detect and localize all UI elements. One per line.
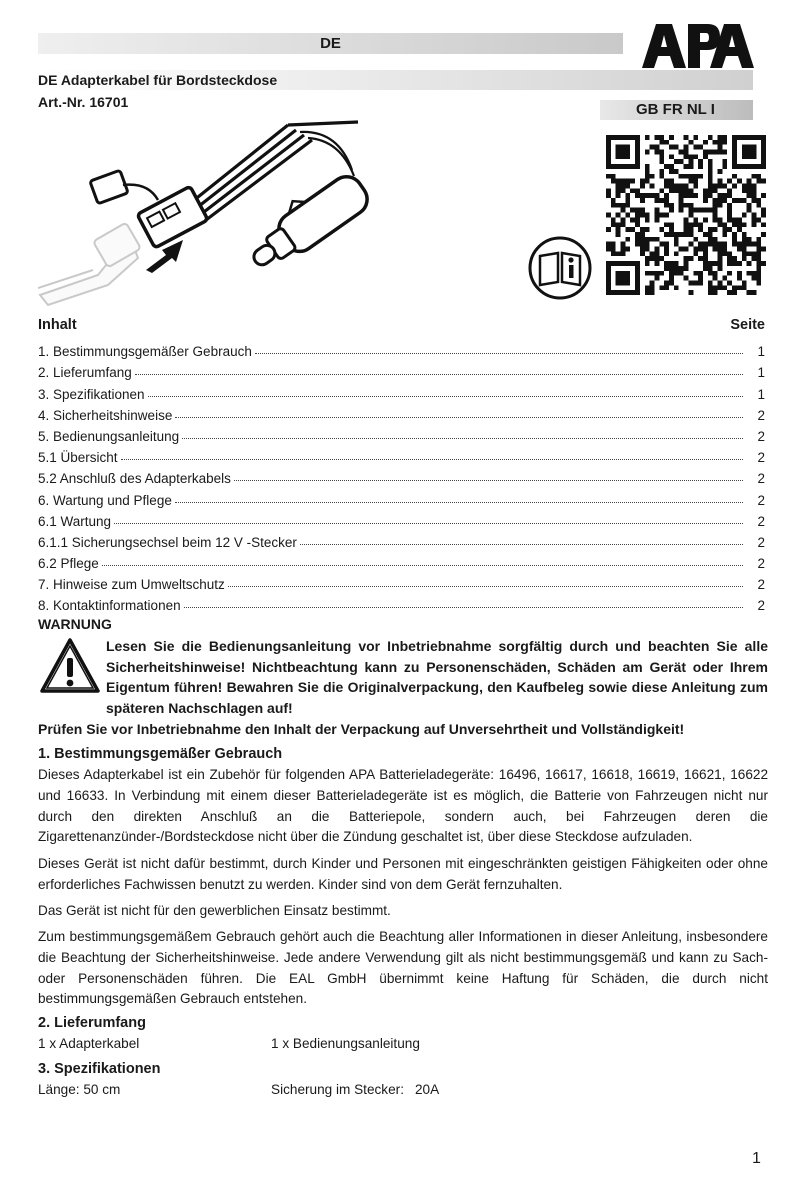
spec-fuse-value: 20A (415, 1082, 440, 1097)
toc-item (38, 529, 765, 550)
article-number: Art.-Nr. 16701 (38, 94, 129, 110)
toc-leader-dots (255, 353, 743, 354)
toc-item (38, 359, 765, 380)
toc-leader-dots (175, 417, 743, 418)
section-1-paragraph-4: Zum bestimmungsgemäßem Gebrauch gehört auch die Beachtung aller Informationen in dieser Anleitung, insbesondere die Beachtung der Sicherheitshinweise. Jede andere Verwendung gilt als nicht bestimmungsgemäß und kann zu Sach- oder Personenschäden führen. Die EAL GmbH übernimmt keine Haftung für Schäden, die durch nicht bestimmungsgemäßen Gebrauch entstehen. (38, 929, 768, 1007)
section-1-title: 1. Bestimmungsgemäßer Gebrauch (38, 746, 283, 762)
toc-item-page: 2 (757, 407, 765, 423)
toc-item-page: 2 (757, 428, 765, 444)
toc-item (38, 571, 765, 592)
toc-item-label: 3. Spezifikationen (38, 386, 145, 402)
other-languages-band (600, 100, 753, 120)
toc-item (38, 550, 765, 571)
toc-item-label: 6. Wartung und Pflege (38, 492, 172, 508)
toc-item-label: 5.2 Anschluß des Adapterkabels (38, 471, 231, 487)
document-title: DE Adapterkabel für Bordsteckdose (38, 72, 278, 88)
toc-item-page: 2 (757, 450, 765, 466)
read-manual-icon (528, 236, 592, 300)
toc-item (38, 380, 765, 401)
delivery-item-cable: 1 x Adapterkabel (38, 1036, 140, 1051)
toc-leader-dots (182, 438, 743, 439)
toc-leader-dots (135, 374, 743, 375)
toc-item-page: 2 (757, 513, 765, 529)
toc-item-page: 1 (757, 365, 765, 381)
toc-item-label: 5. Bedienungsanleitung (38, 428, 180, 444)
table-of-contents (38, 317, 765, 613)
toc-item-page: 2 (757, 492, 765, 508)
toc-item-page: 2 (757, 471, 765, 487)
warning-heading: WARNUNG (38, 616, 112, 632)
toc-header (38, 317, 765, 337)
spec-length: Länge: 50 cm (38, 1082, 121, 1097)
page-number: 1 (752, 1150, 761, 1167)
warning-triangle-icon (40, 638, 100, 694)
warning-text: Lesen Sie die Bedienungsanleitung vor Inbetriebnahme sorgfältig durch und beachten Sie alle Sicherheitshinweise! Nichtbeachtung kann zu Personenschäden, Schäden am Gerät oder Ihrem Eigentum führen! Bewahren Sie die Originalverpackung, den Kaufbeleg sowie diese Anleitung zum späteren Nachschlagen auf! (106, 638, 768, 716)
toc-item (38, 465, 765, 486)
toc-item-label: 7. Hinweise zum Umweltschutz (38, 577, 225, 593)
toc-item-page: 2 (757, 598, 765, 614)
toc-leader-dots (175, 502, 743, 503)
toc-item-page: 1 (757, 386, 765, 402)
toc-item-label: 8. Kontaktinformationen (38, 598, 181, 614)
toc-item (38, 444, 765, 465)
toc-list (38, 338, 765, 613)
toc-item-label: 2. Lieferumfang (38, 365, 132, 381)
language-band (38, 33, 623, 54)
toc-leader-dots (300, 544, 743, 545)
check-notice: Prüfen Sie vor Inbetriebnahme den Inhalt der Verpackung auf Unversehrtheit und Vollständigkeit! (38, 721, 685, 737)
toc-item-page: 1 (757, 344, 765, 360)
toc-item-page: 2 (757, 534, 765, 550)
toc-item (38, 486, 765, 507)
section-2-title: 2. Lieferumfang (38, 1015, 146, 1031)
toc-item-page: 2 (757, 556, 765, 572)
toc-item-label: 6.1.1 Sicherungsechsel beim 12 V -Stecker (38, 534, 297, 550)
section-3-title: 3. Spezifikationen (38, 1061, 161, 1077)
toc-item-label: 6.2 Pflege (38, 556, 99, 572)
adapter-cable-illustration (38, 110, 388, 310)
other-languages: GB FR NL I (636, 101, 715, 118)
toc-leader-dots (148, 396, 743, 397)
toc-item-label: 1. Bestimmungsgemäßer Gebrauch (38, 344, 252, 360)
toc-item-label: 5.1 Übersicht (38, 450, 118, 466)
language-code: DE (320, 35, 341, 52)
toc-leader-dots (234, 480, 743, 481)
toc-heading: Inhalt (38, 317, 77, 333)
toc-leader-dots (228, 586, 743, 587)
toc-item (38, 592, 765, 613)
toc-item (38, 402, 765, 423)
apa-logo (642, 20, 754, 70)
qr-code (606, 135, 766, 295)
delivery-item-manual: 1 x Bedienungsanleitung (271, 1036, 420, 1051)
toc-leader-dots (102, 565, 743, 566)
toc-item (38, 338, 765, 359)
spec-fuse-label: Sicherung im Stecker: (271, 1082, 404, 1097)
toc-item-page: 2 (757, 577, 765, 593)
toc-item (38, 423, 765, 444)
toc-leader-dots (114, 523, 743, 524)
toc-leader-dots (184, 607, 743, 608)
toc-item (38, 508, 765, 529)
section-1-paragraph-3: Das Gerät ist nicht für den gewerblichen Einsatz bestimmt. (38, 903, 391, 918)
toc-item-label: 4. Sicherheitshinweise (38, 407, 173, 423)
toc-page-heading: Seite (730, 317, 765, 333)
toc-leader-dots (121, 459, 743, 460)
toc-item-label: 6.1 Wartung (38, 513, 112, 529)
section-1-paragraph-2: Dieses Gerät ist nicht dafür bestimmt, durch Kinder und Personen mit eingeschränkten geistigen Fähigkeiten oder ohne erforderliches Fachwissen benutzt zu werden. Kinder sind von dem Gerät fernzuhalten. (38, 856, 768, 892)
section-1-paragraph-1: Dieses Adapterkabel ist ein Zubehör für folgenden APA Batterieladegeräte: 16496, 16617, 16618, 16619, 16621, 16622 und 16633. In Verbindung mit einem dieser Batterieladegeräte ist es möglich, die Batterie von Fahrzeugen nicht nur durch den direkten Anschluß an die Batteriepole, sondern auch, bei Fahrzeugen deren die Zigarettenanzünder-/Bordsteckdose nicht über die Zündung geschaltet ist, über diese Steckdose aufzuladen. (38, 767, 768, 845)
